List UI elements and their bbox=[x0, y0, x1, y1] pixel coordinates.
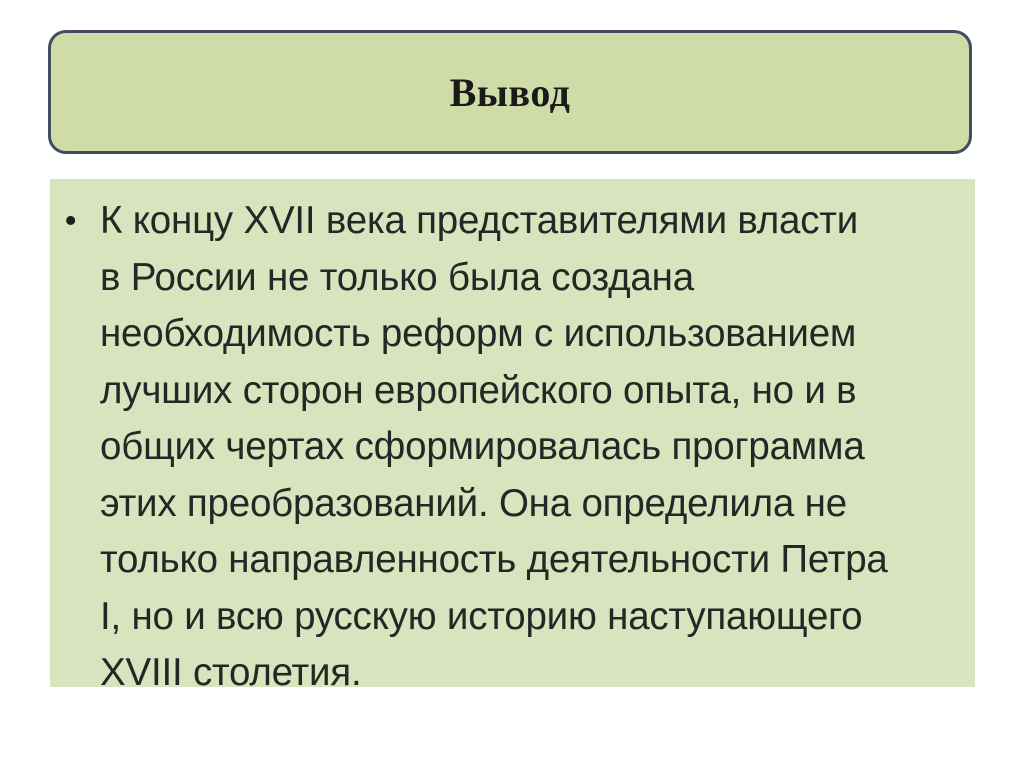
text-line: общих чертах сформировалась программа bbox=[100, 425, 865, 468]
text-line: I, но и всю русскую историю наступающего bbox=[100, 594, 863, 638]
bullet-text bbox=[100, 193, 960, 702]
text-line: лучших сторон европейского опыта, но и в bbox=[100, 368, 857, 412]
text-line: в России не только была создана bbox=[100, 255, 694, 299]
text-line: К концу XVII века представителями власти bbox=[100, 199, 859, 242]
text-line: только направленность деятельности Петра bbox=[100, 538, 888, 581]
text-line: XVIII столетия. bbox=[100, 651, 362, 694]
content-box bbox=[50, 179, 975, 694]
text-line: необходимость реформ с использованием bbox=[100, 312, 857, 355]
text-line: этих преобразований. Она определила не bbox=[100, 481, 847, 525]
title-box bbox=[48, 30, 972, 154]
slide-title: Вывод bbox=[449, 69, 571, 115]
bullet-icon: • bbox=[64, 200, 78, 242]
bullet-item bbox=[64, 193, 961, 702]
